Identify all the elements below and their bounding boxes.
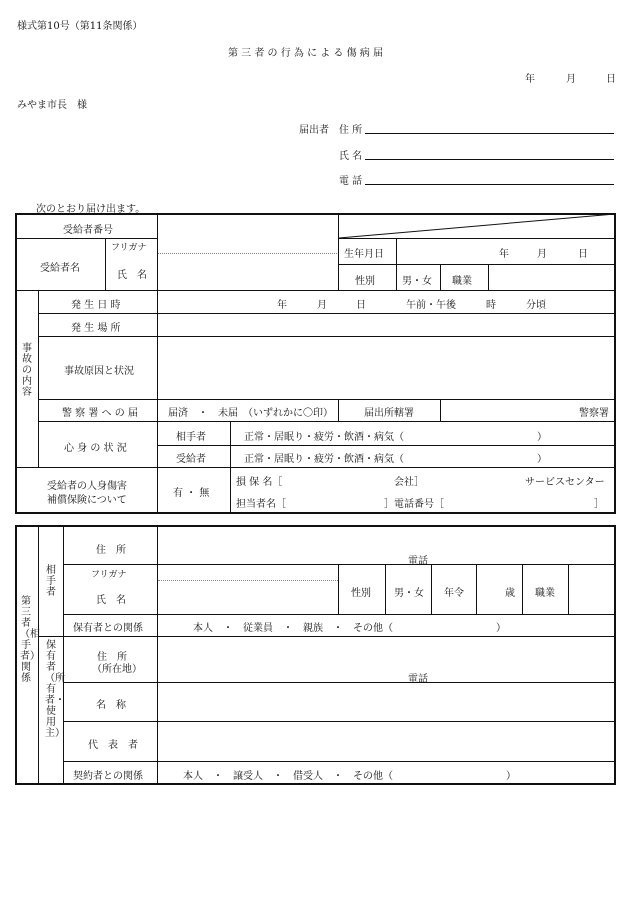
occurrence-place-field[interactable]: [159, 315, 614, 335]
party-occupation-label: 職業: [535, 588, 555, 599]
rule: [38, 421, 615, 422]
recipient-name-field[interactable]: [159, 240, 337, 288]
recipient-label: 受給者: [176, 454, 206, 465]
rule: [63, 526, 64, 783]
rule: [63, 682, 615, 683]
police-station-label: 警察署: [579, 408, 609, 419]
rule: [431, 564, 432, 614]
owner-address-label: 住 所: [97, 652, 127, 663]
accident-section-label: 事故の内容: [22, 343, 32, 398]
person-in-charge-label: 担当者名［: [236, 499, 286, 510]
intro-text: 次のとおり届け出ます。: [36, 204, 146, 215]
rule: [16, 467, 615, 468]
addressee: みやま市長 様: [17, 100, 87, 111]
date-day-label: 日: [606, 74, 616, 85]
police-report-status[interactable]: 届済 ・ 未届 （いずれかに〇印）: [168, 408, 333, 419]
rule: [396, 238, 397, 290]
rule: [38, 399, 615, 400]
date-year-label: 年: [525, 74, 535, 85]
rule: [105, 238, 106, 290]
applicant-name-field[interactable]: [365, 159, 614, 160]
rule: [385, 564, 386, 614]
party-address-field[interactable]: [159, 528, 614, 563]
company-label: 会社］: [394, 477, 424, 488]
rule: [488, 264, 489, 290]
occurrence-datetime-label: 発 生 日 時: [71, 300, 121, 311]
owner-address-field[interactable]: [159, 638, 614, 681]
birth-day-label: 日: [578, 249, 588, 260]
close-paren: ）: [496, 623, 506, 634]
representative-label: 代 表 者: [88, 740, 138, 751]
rule: [230, 467, 231, 512]
date-month-label: 月: [566, 74, 576, 85]
party-sex-label: 性別: [351, 588, 371, 599]
owner-phone-label: 電話: [408, 674, 428, 685]
rule: [568, 564, 569, 614]
close-paren: ）: [506, 771, 516, 782]
furigana-label: フリガナ: [111, 243, 147, 253]
party-name-label: 氏 名: [96, 595, 126, 606]
birth-date-label: 生年月日: [344, 249, 384, 260]
rule: [522, 564, 523, 614]
rule: [157, 526, 158, 783]
party-address-label: 住 所: [96, 545, 126, 556]
rule: [16, 290, 615, 291]
dt-day: 日: [356, 300, 366, 311]
insurer-name-label: 損 保 名［: [236, 477, 283, 488]
ampm-options[interactable]: 午前・午後: [406, 300, 456, 311]
sex-options[interactable]: 男・女: [402, 276, 432, 287]
rule: [16, 238, 158, 239]
dt-hour: 時: [486, 300, 496, 311]
insurance-label-line1: 受給者の人身傷害: [47, 481, 127, 492]
applicant-address-field[interactable]: [365, 133, 614, 134]
recipient-condition-options[interactable]: 正常・居眠り・疲労・飲酒・病気（: [244, 454, 404, 465]
rule: [63, 614, 615, 615]
representative-field[interactable]: [159, 723, 614, 760]
recipient-number-label: 受給者番号: [63, 225, 113, 236]
recipient-number-field[interactable]: [159, 216, 337, 237]
dt-minute: 分頃: [526, 300, 546, 311]
rule: [338, 564, 339, 614]
party-furigana-label: フリガナ: [91, 570, 127, 580]
police-report-label: 警 察 署 へ の 届: [62, 408, 138, 419]
cause-field[interactable]: [159, 338, 614, 398]
contract-relation-options[interactable]: 本人 ・ 譲受人 ・ 借受人 ・ その他（: [183, 771, 393, 782]
contract-relation-label: 契約者との関係: [73, 771, 143, 782]
holder-relation-options[interactable]: 本人 ・ 従業員 ・ 親族 ・ その他（: [193, 623, 393, 634]
rule: [38, 290, 39, 467]
party-age-unit: 歳: [505, 588, 515, 599]
rule: [338, 399, 339, 421]
service-center-label: サービスセンター: [525, 477, 605, 488]
party-name-field[interactable]: [159, 566, 337, 613]
rule: [339, 264, 615, 265]
party-age-label: 年令: [444, 588, 464, 599]
other-party-label: 相手者: [176, 432, 206, 443]
cause-label: 事故原因と状況: [64, 366, 134, 377]
insurance-label-line2: 補償保険について: [47, 495, 127, 506]
condition-label: 心 身 の 状 況: [64, 443, 127, 454]
birth-year-label: 年: [499, 249, 509, 260]
other-party-condition-options[interactable]: 正常・居眠り・疲労・飲酒・病気（: [244, 432, 404, 443]
rule: [38, 313, 615, 314]
rule: [230, 421, 231, 467]
applicant-phone-field[interactable]: [365, 184, 614, 185]
rule: [38, 636, 615, 637]
applicant-label: 届出者: [299, 125, 329, 136]
owner-section-label: 保有者（所有者・使用主）: [45, 640, 65, 739]
rule: [63, 761, 615, 762]
rule: [158, 445, 615, 446]
occurrence-place-label: 発 生 場 所: [71, 323, 121, 334]
applicant-address-label: 住 所: [339, 125, 363, 136]
name-label: 氏 名: [117, 270, 147, 281]
owner-name-field[interactable]: [159, 684, 614, 720]
dt-year: 年: [277, 300, 287, 311]
recipient-name-label: 受給者名: [40, 263, 80, 274]
close-bracket: ］: [594, 499, 604, 510]
rule: [476, 564, 477, 614]
rule: [339, 238, 615, 239]
phone-number-label: ］電話番号［: [384, 499, 444, 510]
rule: [157, 214, 158, 512]
police-jurisdiction-label: 届出所轄署: [364, 408, 414, 419]
party-phone-label: 電話: [408, 556, 428, 567]
diagonal-strike: [339, 214, 615, 238]
occupation-label: 職業: [452, 276, 472, 287]
third-party-section-label: 第三者（相手者）関係: [20, 596, 40, 684]
applicant-phone-label: 電 話: [339, 176, 363, 187]
owner-name-label: 名 称: [96, 700, 126, 711]
holder-relation-label: 保有者との関係: [73, 623, 143, 634]
rule: [63, 721, 615, 722]
rule: [38, 336, 615, 337]
form-title: 第 三 者 の 行 為 に よ る 傷 病 届: [228, 48, 383, 59]
party-sex-options[interactable]: 男・女: [394, 588, 424, 599]
close-paren: ）: [537, 432, 547, 443]
birth-month-label: 月: [537, 249, 547, 260]
party-section-label: 相手者: [46, 565, 56, 598]
rule: [440, 264, 441, 290]
dt-month: 月: [317, 300, 327, 311]
sex-label: 性別: [355, 276, 375, 287]
rule: [63, 564, 615, 565]
close-paren: ）: [537, 454, 547, 465]
rule: [440, 399, 441, 421]
insurance-yes-no[interactable]: 有 ・ 無: [173, 488, 210, 499]
form-number: 様式第10号（第11条関係）: [17, 21, 143, 32]
applicant-name-label: 氏 名: [339, 151, 363, 162]
owner-address-sublabel: （所在地）: [92, 664, 142, 675]
